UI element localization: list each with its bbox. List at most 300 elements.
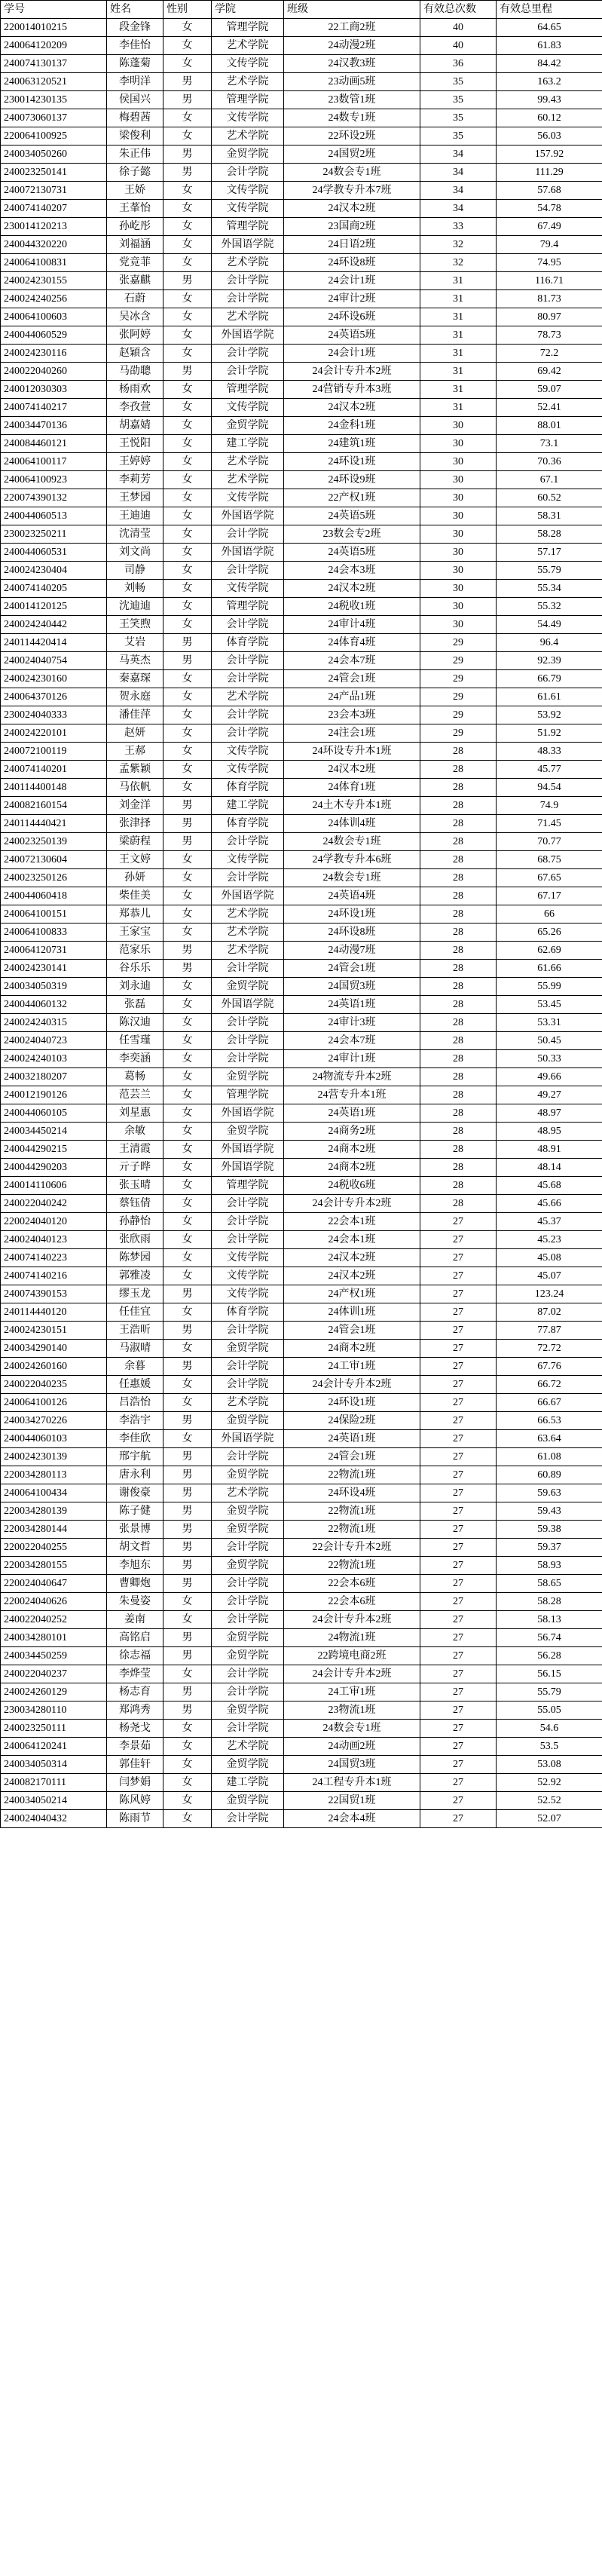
cell-student-id[interactable]: 240074140207 [1,200,107,218]
cell-name[interactable]: 王文婷 [107,851,163,869]
cell-college[interactable]: 金贸学院 [212,1340,284,1358]
cell-student-id[interactable]: 240024220101 [1,724,107,743]
cell-valid-mileage[interactable]: 59.43 [497,1502,602,1521]
cell-college[interactable]: 金贸学院 [212,978,284,996]
cell-student-id[interactable]: 240024240256 [1,290,107,308]
cell-class[interactable]: 24商本2班 [284,1141,420,1159]
cell-gender[interactable]: 女 [163,109,212,127]
cell-class[interactable]: 22环设2班 [284,127,420,145]
cell-class[interactable]: 24体育1班 [284,779,420,797]
cell-class[interactable]: 24会本3班 [284,562,420,580]
cell-valid-count[interactable]: 40 [420,19,497,37]
cell-student-id[interactable]: 220022040255 [1,1539,107,1557]
cell-class[interactable]: 24会本7班 [284,1032,420,1050]
cell-valid-mileage[interactable]: 58.28 [497,1593,602,1611]
cell-valid-count[interactable]: 27 [420,1738,497,1756]
cell-valid-count[interactable]: 33 [420,218,497,236]
cell-college[interactable]: 会计学院 [212,670,284,688]
cell-student-id[interactable]: 240012190126 [1,1086,107,1104]
cell-name[interactable]: 张阿婷 [107,326,163,345]
cell-valid-count[interactable]: 27 [420,1611,497,1629]
cell-student-id[interactable]: 240034050319 [1,978,107,996]
cell-student-id[interactable]: 240073060137 [1,109,107,127]
cell-gender[interactable]: 女 [163,1123,212,1141]
cell-student-id[interactable]: 240064100831 [1,254,107,272]
cell-gender[interactable]: 女 [163,345,212,363]
cell-class[interactable]: 24环设1班 [284,905,420,924]
cell-class[interactable]: 24工审1班 [284,1683,420,1702]
cell-valid-count[interactable]: 28 [420,924,497,942]
cell-class[interactable]: 24汉本2班 [284,1249,420,1267]
cell-college[interactable]: 金贸学院 [212,417,284,435]
cell-class[interactable]: 24会本7班 [284,652,420,670]
cell-gender[interactable]: 女 [163,1249,212,1267]
cell-valid-mileage[interactable]: 92.39 [497,652,602,670]
cell-valid-mileage[interactable]: 96.4 [497,634,602,652]
cell-valid-mileage[interactable]: 60.12 [497,109,602,127]
cell-gender[interactable]: 女 [163,1303,212,1322]
cell-valid-mileage[interactable]: 58.93 [497,1557,602,1575]
cell-name[interactable]: 陈雨节 [107,1810,163,1828]
cell-valid-count[interactable]: 27 [420,1521,497,1539]
cell-gender[interactable]: 男 [163,91,212,109]
cell-student-id[interactable]: 240022040260 [1,363,107,381]
cell-valid-count[interactable]: 28 [420,942,497,960]
cell-college[interactable]: 外国语学院 [212,1430,284,1448]
cell-college[interactable]: 会计学院 [212,706,284,724]
cell-gender[interactable]: 女 [163,598,212,616]
cell-valid-count[interactable]: 30 [420,417,497,435]
cell-student-id[interactable]: 230014120213 [1,218,107,236]
cell-student-id[interactable]: 240034290140 [1,1340,107,1358]
cell-valid-count[interactable]: 27 [420,1231,497,1249]
cell-student-id[interactable]: 240032180207 [1,1068,107,1086]
cell-gender[interactable]: 男 [163,797,212,815]
cell-college[interactable]: 会计学院 [212,1195,284,1213]
cell-valid-count[interactable]: 28 [420,1104,497,1123]
cell-gender[interactable]: 女 [163,996,212,1014]
cell-college[interactable]: 会计学院 [212,164,284,182]
cell-name[interactable]: 李明洋 [107,73,163,91]
cell-gender[interactable]: 女 [163,1159,212,1177]
cell-valid-mileage[interactable]: 80.97 [497,308,602,326]
cell-gender[interactable]: 男 [163,363,212,381]
cell-gender[interactable]: 女 [163,688,212,706]
cell-gender[interactable]: 女 [163,1032,212,1050]
cell-college[interactable]: 会计学院 [212,1683,284,1702]
cell-student-id[interactable]: 240082170111 [1,1774,107,1792]
cell-valid-count[interactable]: 27 [420,1213,497,1231]
cell-class[interactable]: 24营销专升本3班 [284,381,420,399]
cell-valid-mileage[interactable]: 50.45 [497,1032,602,1050]
cell-college[interactable]: 文传学院 [212,851,284,869]
cell-name[interactable]: 孙屹彤 [107,218,163,236]
cell-gender[interactable]: 女 [163,1593,212,1611]
cell-valid-mileage[interactable]: 55.79 [497,562,602,580]
cell-class[interactable]: 24会计专升本2班 [284,363,420,381]
cell-valid-mileage[interactable]: 53.08 [497,1756,602,1774]
cell-name[interactable]: 李奕涵 [107,1050,163,1068]
cell-gender[interactable]: 女 [163,1068,212,1086]
cell-valid-mileage[interactable]: 58.31 [497,507,602,525]
cell-student-id[interactable]: 240022040237 [1,1665,107,1683]
cell-valid-count[interactable]: 40 [420,37,497,55]
cell-student-id[interactable]: 240034450259 [1,1647,107,1665]
cell-student-id[interactable]: 220034280155 [1,1557,107,1575]
cell-student-id[interactable]: 230023250211 [1,525,107,544]
cell-valid-mileage[interactable]: 163.2 [497,73,602,91]
cell-college[interactable]: 会计学院 [212,1539,284,1557]
cell-class[interactable]: 24环设1班 [284,453,420,471]
cell-gender[interactable]: 女 [163,1665,212,1683]
header-class[interactable]: 班级 [284,1,420,19]
cell-class[interactable]: 22跨境电商2班 [284,1647,420,1665]
cell-student-id[interactable]: 240044060531 [1,544,107,562]
cell-student-id[interactable]: 240034470136 [1,417,107,435]
cell-class[interactable]: 24环设8班 [284,254,420,272]
cell-college[interactable]: 外国语学院 [212,996,284,1014]
cell-valid-count[interactable]: 28 [420,905,497,924]
cell-valid-count[interactable]: 28 [420,978,497,996]
cell-class[interactable]: 24汉本2班 [284,761,420,779]
cell-student-id[interactable]: 240044060103 [1,1430,107,1448]
cell-gender[interactable]: 男 [163,634,212,652]
cell-college[interactable]: 会计学院 [212,1810,284,1828]
cell-college[interactable]: 管理学院 [212,91,284,109]
cell-valid-count[interactable]: 31 [420,363,497,381]
cell-name[interactable]: 张玉晴 [107,1177,163,1195]
cell-name[interactable]: 余暮 [107,1358,163,1376]
cell-valid-count[interactable]: 28 [420,1141,497,1159]
cell-class[interactable]: 24注会1班 [284,724,420,743]
cell-gender[interactable]: 女 [163,724,212,743]
cell-valid-count[interactable]: 31 [420,345,497,363]
cell-class[interactable]: 22物流1班 [284,1521,420,1539]
cell-name[interactable]: 沈清莹 [107,525,163,544]
cell-student-id[interactable]: 240074140201 [1,761,107,779]
cell-gender[interactable]: 男 [163,942,212,960]
cell-college[interactable]: 文传学院 [212,109,284,127]
header-valid-mileage[interactable]: 有效总里程 [497,1,602,19]
cell-valid-count[interactable]: 29 [420,634,497,652]
cell-name[interactable]: 郭雅凌 [107,1267,163,1285]
cell-student-id[interactable]: 240034050260 [1,145,107,164]
cell-valid-mileage[interactable]: 74.95 [497,254,602,272]
cell-name[interactable]: 朱正伟 [107,145,163,164]
cell-name[interactable]: 沈迪迪 [107,598,163,616]
cell-class[interactable]: 24审计2班 [284,290,420,308]
cell-college[interactable]: 管理学院 [212,1086,284,1104]
cell-name[interactable]: 王笑煦 [107,616,163,634]
cell-student-id[interactable]: 240024240442 [1,616,107,634]
cell-class[interactable]: 24审计3班 [284,1014,420,1032]
cell-class[interactable]: 24土木专升本1班 [284,797,420,815]
cell-class[interactable]: 24英语1班 [284,996,420,1014]
cell-valid-count[interactable]: 27 [420,1810,497,1828]
cell-name[interactable]: 余敏 [107,1123,163,1141]
cell-name[interactable]: 胡嘉婧 [107,417,163,435]
cell-valid-count[interactable]: 30 [420,580,497,598]
cell-valid-count[interactable]: 28 [420,1177,497,1195]
cell-gender[interactable]: 女 [163,978,212,996]
cell-valid-mileage[interactable]: 48.33 [497,743,602,761]
cell-gender[interactable]: 女 [163,308,212,326]
cell-gender[interactable]: 女 [163,1774,212,1792]
cell-valid-mileage[interactable]: 50.33 [497,1050,602,1068]
cell-class[interactable]: 24体训4班 [284,815,420,833]
cell-valid-count[interactable]: 29 [420,706,497,724]
cell-name[interactable]: 司静 [107,562,163,580]
cell-gender[interactable]: 女 [163,1177,212,1195]
cell-class[interactable]: 24英语5班 [284,326,420,345]
cell-valid-mileage[interactable]: 66.72 [497,1376,602,1394]
cell-class[interactable]: 22会本6班 [284,1575,420,1593]
cell-name[interactable]: 李佳欣 [107,1430,163,1448]
cell-college[interactable]: 文传学院 [212,200,284,218]
cell-name[interactable]: 郭佳轩 [107,1756,163,1774]
cell-name[interactable]: 徐志福 [107,1647,163,1665]
cell-student-id[interactable]: 240064120731 [1,942,107,960]
cell-valid-count[interactable]: 30 [420,616,497,634]
cell-class[interactable]: 24管会1班 [284,1448,420,1466]
cell-valid-count[interactable]: 27 [420,1792,497,1810]
cell-name[interactable]: 梁蔚程 [107,833,163,851]
cell-name[interactable]: 李旭东 [107,1557,163,1575]
cell-student-id[interactable]: 240022040242 [1,1195,107,1213]
cell-valid-mileage[interactable]: 54.49 [497,616,602,634]
cell-college[interactable]: 会计学院 [212,290,284,308]
cell-gender[interactable]: 男 [163,1448,212,1466]
cell-gender[interactable]: 女 [163,779,212,797]
cell-student-id[interactable]: 240034270226 [1,1412,107,1430]
cell-name[interactable]: 张津择 [107,815,163,833]
cell-class[interactable]: 24汉本2班 [284,200,420,218]
cell-valid-mileage[interactable]: 56.74 [497,1629,602,1647]
cell-student-id[interactable]: 240024260129 [1,1683,107,1702]
cell-college[interactable]: 管理学院 [212,381,284,399]
cell-college[interactable]: 会计学院 [212,1213,284,1231]
cell-student-id[interactable]: 240064100603 [1,308,107,326]
cell-valid-mileage[interactable]: 53.5 [497,1738,602,1756]
cell-college[interactable]: 会计学院 [212,1032,284,1050]
cell-valid-count[interactable]: 31 [420,381,497,399]
cell-name[interactable]: 马依帆 [107,779,163,797]
cell-college[interactable]: 艺术学院 [212,453,284,471]
cell-student-id[interactable]: 240012030303 [1,381,107,399]
cell-name[interactable]: 陈蓬菊 [107,55,163,73]
cell-name[interactable]: 刘星惠 [107,1104,163,1123]
cell-valid-mileage[interactable]: 84.42 [497,55,602,73]
cell-student-id[interactable]: 240034450214 [1,1123,107,1141]
cell-gender[interactable]: 男 [163,1322,212,1340]
cell-gender[interactable]: 女 [163,924,212,942]
cell-valid-mileage[interactable]: 53.31 [497,1014,602,1032]
cell-college[interactable]: 艺术学院 [212,942,284,960]
cell-class[interactable]: 24会计1班 [284,272,420,290]
cell-college[interactable]: 金贸学院 [212,1702,284,1720]
cell-name[interactable]: 马淑晴 [107,1340,163,1358]
cell-gender[interactable]: 女 [163,471,212,489]
cell-valid-count[interactable]: 28 [420,779,497,797]
cell-class[interactable]: 24数会专1班 [284,869,420,887]
cell-valid-mileage[interactable]: 45.23 [497,1231,602,1249]
cell-student-id[interactable]: 240114440120 [1,1303,107,1322]
cell-college[interactable]: 文传学院 [212,580,284,598]
cell-valid-mileage[interactable]: 45.07 [497,1267,602,1285]
cell-valid-count[interactable]: 29 [420,724,497,743]
cell-college[interactable]: 体育学院 [212,634,284,652]
cell-student-id[interactable]: 240024230151 [1,1322,107,1340]
cell-name[interactable]: 王家宝 [107,924,163,942]
cell-gender[interactable]: 女 [163,453,212,471]
cell-valid-count[interactable]: 28 [420,797,497,815]
cell-class[interactable]: 24学教专升本7班 [284,182,420,200]
cell-gender[interactable]: 女 [163,55,212,73]
cell-college[interactable]: 建工学院 [212,797,284,815]
cell-valid-count[interactable]: 27 [420,1502,497,1521]
cell-gender[interactable]: 女 [163,200,212,218]
cell-student-id[interactable]: 240063120521 [1,73,107,91]
cell-name[interactable]: 秦嘉琛 [107,670,163,688]
cell-student-id[interactable]: 240024230160 [1,670,107,688]
cell-gender[interactable]: 女 [163,399,212,417]
cell-gender[interactable]: 女 [163,525,212,544]
cell-college[interactable]: 会计学院 [212,562,284,580]
cell-valid-count[interactable]: 28 [420,1014,497,1032]
cell-college[interactable]: 管理学院 [212,19,284,37]
cell-class[interactable]: 23物流1班 [284,1702,420,1720]
cell-valid-count[interactable]: 27 [420,1593,497,1611]
cell-valid-mileage[interactable]: 51.92 [497,724,602,743]
cell-valid-count[interactable]: 31 [420,290,497,308]
cell-valid-count[interactable]: 27 [420,1394,497,1412]
cell-valid-count[interactable]: 30 [420,525,497,544]
cell-gender[interactable]: 女 [163,1195,212,1213]
cell-gender[interactable]: 男 [163,833,212,851]
cell-valid-mileage[interactable]: 49.27 [497,1086,602,1104]
cell-class[interactable]: 24管会1班 [284,960,420,978]
cell-valid-count[interactable]: 30 [420,471,497,489]
cell-class[interactable]: 24学教专升本6班 [284,851,420,869]
cell-student-id[interactable]: 240082160154 [1,797,107,815]
cell-valid-count[interactable]: 31 [420,399,497,417]
header-name[interactable]: 姓名 [107,1,163,19]
cell-name[interactable]: 刘福涵 [107,236,163,254]
cell-name[interactable]: 范芸兰 [107,1086,163,1104]
cell-college[interactable]: 会计学院 [212,1575,284,1593]
cell-name[interactable]: 马英杰 [107,652,163,670]
cell-student-id[interactable]: 240034050314 [1,1756,107,1774]
cell-valid-mileage[interactable]: 56.03 [497,127,602,145]
cell-class[interactable]: 24日语2班 [284,236,420,254]
cell-class[interactable]: 24环设6班 [284,308,420,326]
cell-valid-mileage[interactable]: 62.69 [497,942,602,960]
cell-gender[interactable]: 女 [163,905,212,924]
cell-gender[interactable]: 女 [163,218,212,236]
cell-name[interactable]: 张景博 [107,1521,163,1539]
cell-college[interactable]: 文传学院 [212,761,284,779]
cell-gender[interactable]: 男 [163,1358,212,1376]
cell-valid-mileage[interactable]: 48.91 [497,1141,602,1159]
cell-student-id[interactable]: 240064120241 [1,1738,107,1756]
cell-college[interactable]: 会计学院 [212,1593,284,1611]
cell-student-id[interactable]: 240034050214 [1,1792,107,1810]
cell-valid-mileage[interactable]: 49.66 [497,1068,602,1086]
cell-student-id[interactable]: 240064100151 [1,905,107,924]
cell-valid-count[interactable]: 32 [420,236,497,254]
cell-valid-mileage[interactable]: 59.37 [497,1539,602,1557]
cell-gender[interactable]: 男 [163,272,212,290]
cell-valid-mileage[interactable]: 52.92 [497,1774,602,1792]
cell-college[interactable]: 会计学院 [212,724,284,743]
cell-valid-mileage[interactable]: 58.13 [497,1611,602,1629]
cell-college[interactable]: 会计学院 [212,1611,284,1629]
cell-student-id[interactable]: 240044060132 [1,996,107,1014]
cell-student-id[interactable]: 240064100434 [1,1484,107,1502]
cell-class[interactable]: 22工商2班 [284,19,420,37]
cell-valid-mileage[interactable]: 54.78 [497,200,602,218]
cell-valid-mileage[interactable]: 116.71 [497,272,602,290]
cell-student-id[interactable]: 220014010215 [1,19,107,37]
cell-valid-mileage[interactable]: 79.4 [497,236,602,254]
cell-valid-count[interactable]: 28 [420,1123,497,1141]
cell-student-id[interactable]: 240044060418 [1,887,107,905]
cell-valid-mileage[interactable]: 59.63 [497,1484,602,1502]
cell-gender[interactable]: 女 [163,1141,212,1159]
cell-valid-mileage[interactable]: 48.95 [497,1123,602,1141]
cell-college[interactable]: 建工学院 [212,1774,284,1792]
cell-name[interactable]: 李烨莹 [107,1665,163,1683]
cell-valid-mileage[interactable]: 59.38 [497,1521,602,1539]
cell-valid-count[interactable]: 31 [420,272,497,290]
cell-valid-count[interactable]: 29 [420,652,497,670]
cell-student-id[interactable]: 240044060513 [1,507,107,525]
cell-gender[interactable]: 女 [163,326,212,345]
cell-name[interactable]: 王郝 [107,743,163,761]
cell-name[interactable]: 曹卿炮 [107,1575,163,1593]
cell-valid-mileage[interactable]: 56.28 [497,1647,602,1665]
cell-name[interactable]: 任佳宜 [107,1303,163,1322]
cell-valid-count[interactable]: 28 [420,743,497,761]
cell-student-id[interactable]: 240064370126 [1,688,107,706]
cell-name[interactable]: 孙妍 [107,869,163,887]
cell-college[interactable]: 艺术学院 [212,924,284,942]
cell-gender[interactable]: 女 [163,1340,212,1358]
cell-class[interactable]: 24会计专升本2班 [284,1376,420,1394]
cell-valid-count[interactable]: 30 [420,453,497,471]
cell-valid-count[interactable]: 27 [420,1322,497,1340]
cell-name[interactable]: 贺永庭 [107,688,163,706]
cell-valid-count[interactable]: 27 [420,1303,497,1322]
cell-valid-mileage[interactable]: 57.68 [497,182,602,200]
cell-class[interactable]: 24汉本2班 [284,399,420,417]
cell-valid-count[interactable]: 29 [420,670,497,688]
cell-valid-mileage[interactable]: 94.54 [497,779,602,797]
cell-class[interactable]: 24营专升本1班 [284,1086,420,1104]
cell-class[interactable]: 24会计1班 [284,345,420,363]
cell-valid-mileage[interactable]: 67.65 [497,869,602,887]
cell-student-id[interactable]: 240064100126 [1,1394,107,1412]
cell-student-id[interactable]: 240084460121 [1,435,107,453]
cell-gender[interactable]: 女 [163,1267,212,1285]
cell-class[interactable]: 24管会1班 [284,670,420,688]
cell-college[interactable]: 会计学院 [212,1720,284,1738]
cell-name[interactable]: 张欣雨 [107,1231,163,1249]
cell-gender[interactable]: 女 [163,1810,212,1828]
cell-valid-count[interactable]: 27 [420,1340,497,1358]
cell-college[interactable]: 艺术学院 [212,73,284,91]
cell-valid-mileage[interactable]: 61.66 [497,960,602,978]
